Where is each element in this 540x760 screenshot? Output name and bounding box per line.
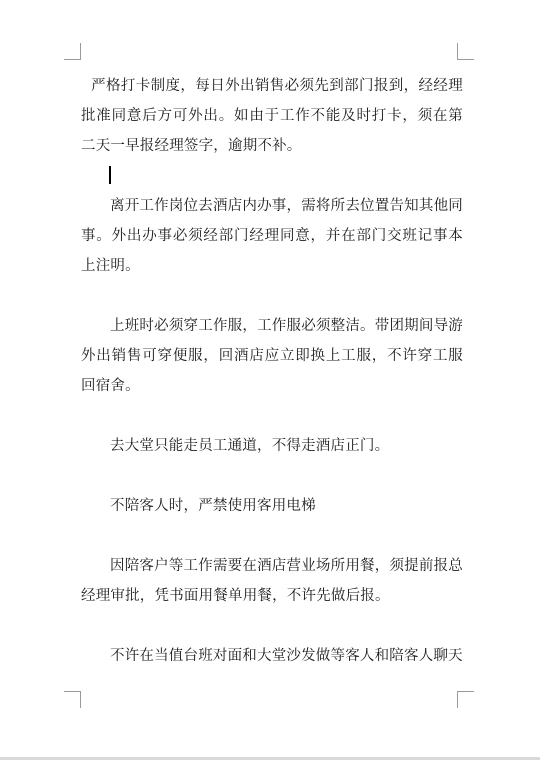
paragraph-leaving-post[interactable]: 离开工作岗位去酒店内办事，需将所去位置告知其他同事。外出办事必须经部门经理同意，并在部门交班记事本上注明。 [81, 198, 463, 274]
paragraph-staff-passage[interactable]: 去大堂只能走员工通道，不得走酒店正门。 [110, 438, 390, 454]
paragraph-uniform[interactable]: 上班时必须穿工作服，工作服必须整洁。带团期间导游外出销售可穿便服，回酒店应立即换上工服，不许穿工服回宿舍。 [81, 318, 463, 394]
paragraph-lobby-conduct[interactable]: 不许在当值台班对面和大堂沙发做等客人和陪客人聊天 [110, 648, 463, 664]
empty-line[interactable] [81, 401, 463, 431]
empty-line-with-cursor[interactable] [81, 161, 463, 191]
top-left-corner-mark [64, 43, 81, 60]
document-body[interactable] [81, 71, 463, 671]
empty-line[interactable] [81, 281, 463, 311]
paragraph-guest-elevator[interactable]: 不陪客人时，严禁使用客用电梯 [110, 498, 316, 514]
top-right-corner-mark [457, 43, 474, 60]
paragraph-dining[interactable]: 因陪客户等工作需要在酒店营业场所用餐，须提前报总经理审批，凭书面用餐单用餐，不许先做后报。 [81, 558, 463, 604]
bottom-left-corner-mark [64, 691, 81, 708]
empty-line[interactable] [81, 521, 463, 551]
paragraph-clock-in-rules[interactable]: 严格打卡制度，每日外出销售必须先到部门报到，经经理批准同意后方可外出。如由于工作不能及时打卡，须在第二天一早报经理签字，逾期不补。 [81, 78, 463, 154]
empty-line[interactable] [81, 461, 463, 491]
text-cursor [109, 166, 111, 184]
empty-line[interactable] [81, 611, 463, 641]
bottom-right-corner-mark [457, 691, 474, 708]
